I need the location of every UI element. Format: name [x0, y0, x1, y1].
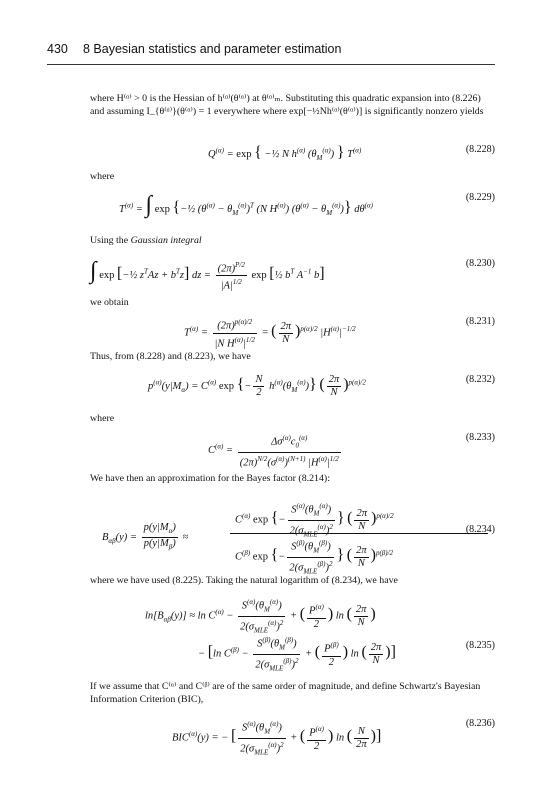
fraction-bar [230, 533, 488, 534]
paragraph-logarithm: where we have used (8.225). Taking the natural logarithm of (8.234), we have [90, 575, 398, 586]
equation-number: (8.234) [465, 524, 495, 535]
paragraph-thus: Thus, from (8.228) and (8.223), we have [90, 351, 251, 362]
equation-number: (8.233) [465, 432, 495, 443]
equation-number: (8.228) [465, 144, 495, 155]
phrase-we-obtain: we obtain [90, 297, 129, 308]
equation-8-230: ∫ exp [−½ $z^TAz + b^Tz$] dz = $\frac{(2\pi)^{P/2}}{|A|^{1/2}}$ exp [½ $b^T$ $A^{-1}$ b] (8.230) [90, 258, 495, 292]
equation-8-229: $T^{(\alpha)}$ = ∫ exp {−½ $(\theta^{(\alpha)} - \theta_M^{(\alpha)})^T$ (N $H^{(\alpha)}$) $(\theta^{(\alpha)} - \theta_M^{(\alpha)})$} $d\theta^{(\alpha)}$ (8.229) [119, 192, 495, 218]
word-where: where [90, 171, 115, 182]
equation-8-232: $p^{(\alpha)}(y|M_\alpha) = C^{(\alpha)}$ exp {− $\frac{N}{2}$ $h^{(\alpha)}(\theta_M^{(\alpha)})$} ( $\frac{2\pi}{N}$ )$^{p(\alpha)/2}$ (8.232) [148, 374, 495, 398]
paragraph-approximation: We have then an approximation for the Bayes factor (8.214): [90, 473, 330, 484]
term-gaussian-integral: Gaussian integral [130, 235, 202, 246]
equation-number: (8.230) [465, 258, 495, 269]
equation-number: (8.235) [465, 640, 495, 651]
equation-8-234: $B_{\alpha\beta}(y)$ = $\frac{p(y|M_\alpha)}{p(y|M_\beta)}$ ≈ $C^{(\alpha)}$ exp {− $\frac{S^{(\alpha)}(\theta_M^{(\alpha)})}{2(\sigma_{MLE}^{(\alpha)})^2}$ } ( $\frac{2\pi}{N}$ )$^{p(\alpha)/2}$ $C^{(\beta)}$ exp {− $\frac{S^{(\beta)}(\theta_M^{(\beta)})}{2(\sigma_{MLE}^{(\beta)})^2}$ } ( $\frac{2\pi}{N}$ )$^{p(\beta)/2}$ (8.234) [102, 502, 495, 576]
paragraph-bic: If we assume that C⁽ᵅ⁾ and C⁽ᵝ⁾ are of the same order of magnitude, and define Schwartz's Bayesian Information Criterion (BIC), [90, 681, 481, 705]
equation-8-231: $T^{(\alpha)}$ = $\frac{(2\pi)^{p(\alpha)/2}}{|N H^{(\alpha)}|^{1/2}}$ = ( $\frac{2\pi}{N}$ )$^{p(\alpha)/2}$ $|H^{(\alpha)}|^{-1/2}$ (8.231) [184, 316, 495, 349]
equation-8-228: $Q^{(\alpha)} = \exp$ { −½ N $h^{(\alpha)}$ $(\theta_M^{(\alpha)})$ } $T^{(\alpha)}$ (8.228) [208, 144, 495, 163]
equation-8-235: $\ln[B_{\alpha\beta}(y)] \approx \ln C^{(\alpha)}$ − $\frac{S^{(\alpha)}(\theta_M^{(\alpha)})}{2(\sigma_{MLE}^{(\alpha)})^2}$ + ( $\frac{P^{(\alpha)}}{2}$ ) ln ( $\frac{2\pi}{N}$ ) − [ln $C^{(\beta)}$ − $\frac{S^{(\beta)}(\theta_M^{(\beta)})}{2(\sigma_{MLE}^{(\beta)})^2}$ + ( $\frac{P^{(\beta)}}{2}$ ) ln ( $\frac{2\pi}{N}$ )] (8.235) [145, 598, 495, 673]
equation-number: (8.236) [465, 718, 495, 729]
paragraph-gaussian: Using the Gaussian integral [90, 235, 202, 246]
equation-number: (8.232) [465, 374, 495, 385]
chapter-title: 8 Bayesian statistics and parameter estimation [83, 42, 342, 56]
paragraph-hessian: where H⁽ᵅ⁾ > 0 is the Hessian of h⁽ᵅ⁾(θ⁽ᵅ⁾) at θ⁽ᵅ⁾ₘ. Substituting this quadratic expansion into (8.226) and assuming I_{θ⁽ᵅ⁾}(θ⁽ᵅ⁾) = 1 everywhere where exp[−½Nh⁽ᵅ⁾(θ⁽ᵅ⁾)] is significantly nonzero yields [90, 93, 484, 117]
page-number: 430 [47, 42, 68, 56]
word-where: where [90, 413, 115, 424]
equation-number: (8.231) [465, 316, 495, 327]
equation-8-233: $C^{(\alpha)}$ = $\frac{\Delta\sigma^{(\alpha)}c_0^{(\alpha)}}{(2\pi)^{N/2}(\sigma^{(\alpha)})^{(N+1)} |H^{(\alpha)}|^{1/2}}$ (8.233) [208, 432, 495, 469]
equation-number: (8.229) [465, 192, 495, 203]
equation-8-236: $BIC^{(\alpha)}(y)$ = − [ $\frac{S^{(\alpha)}(\theta_M^{(\alpha)})}{2(\sigma_{MLE}^{(\alpha)})^2}$ + ( $\frac{P^{(\alpha)}}{2}$ ) ln ( $\frac{N}{2\pi}$ )] (8.236) [172, 718, 495, 757]
running-header [47, 40, 495, 65]
